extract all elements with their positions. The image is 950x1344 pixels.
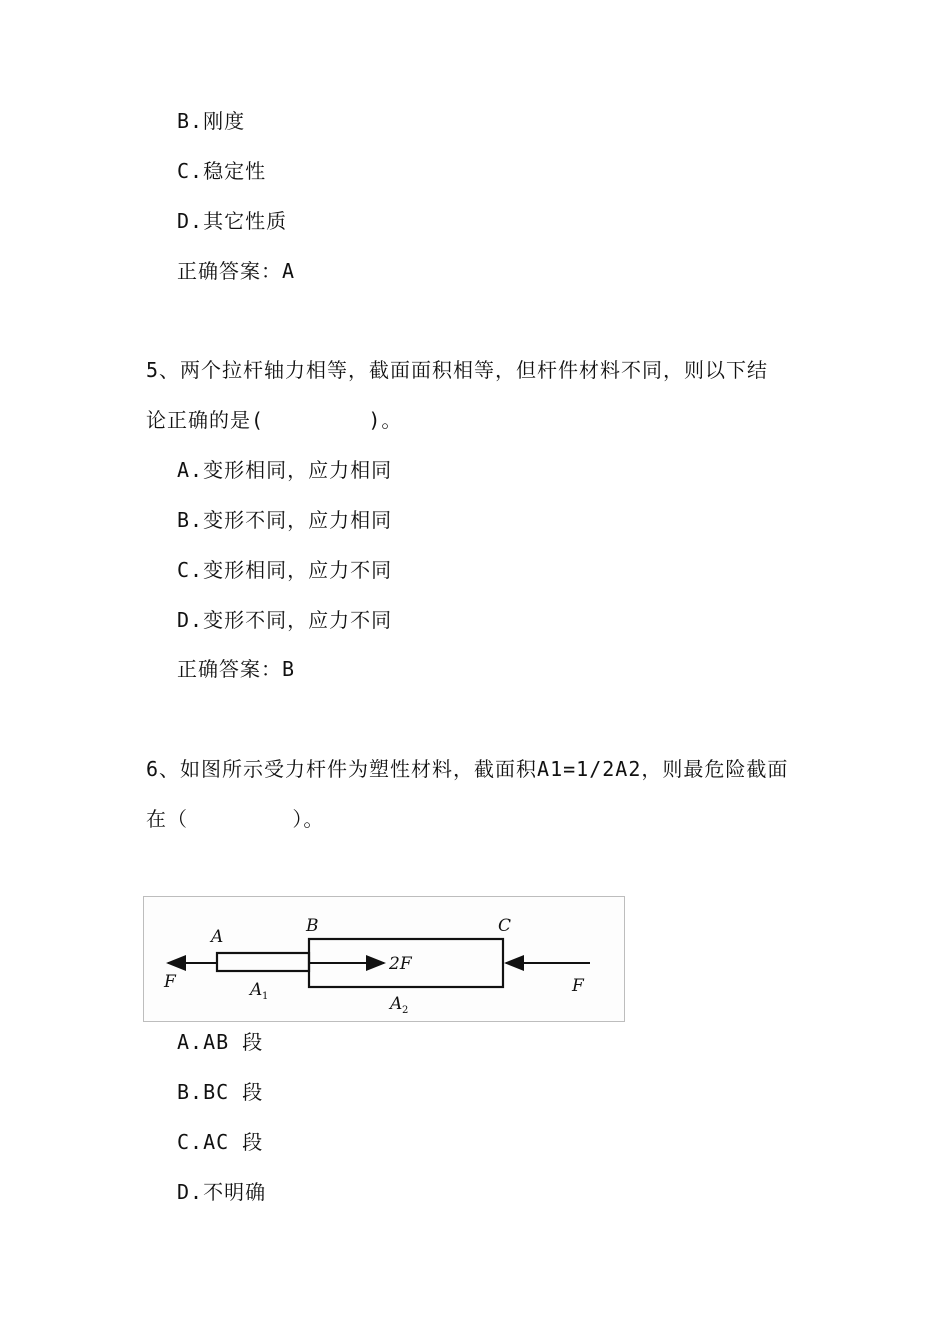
q5-option-b: B.变形不同，应力相同 [177, 508, 393, 532]
label-b: B [306, 916, 319, 936]
q4-answer: 正确答案：A [177, 259, 296, 283]
label-area1-sub: 1 [262, 991, 269, 1002]
q5-option-a: A.变形相同，应力相同 [177, 458, 393, 482]
label-area1: A [250, 980, 263, 1000]
segment-ab [217, 953, 309, 971]
q5-option-d: D.变形不同，应力不同 [177, 608, 393, 632]
q5-option-c: C.变形相同，应力不同 [177, 558, 393, 582]
label-force-right: F [572, 976, 584, 996]
q5-answer: 正确答案：B [177, 657, 296, 681]
q6-option-b: B.BC 段 [177, 1080, 264, 1104]
label-force-mid: 2F [389, 954, 412, 974]
q5-stem-line1: 5、两个拉杆轴力相等，截面面积相等，但杆件材料不同，则以下结 [146, 358, 769, 382]
q4-option-c: C.稳定性 [177, 159, 267, 183]
label-a: A [211, 927, 224, 947]
bar-force-diagram [143, 896, 625, 1022]
q5-stem-line2: 论正确的是( )。 [146, 408, 403, 432]
label-area2-sub: 2 [402, 1005, 409, 1016]
q6-stem-line2: 在（ ）。 [146, 807, 325, 831]
q6-stem-line1: 6、如图所示受力杆件为塑性材料，截面积A1=1/2A2，则最危险截面 [146, 757, 789, 781]
q4-option-d: D.其它性质 [177, 209, 288, 233]
q6-option-d: D.不明确 [177, 1180, 267, 1204]
bar-diagram-svg [144, 897, 624, 1021]
label-area2: A [390, 994, 403, 1014]
q6-option-c: C.AC 段 [177, 1130, 264, 1154]
label-force-left: F [164, 972, 176, 992]
q4-option-b: B.刚度 [177, 109, 246, 133]
q6-option-a: A.AB 段 [177, 1030, 264, 1054]
label-c: C [498, 916, 512, 936]
